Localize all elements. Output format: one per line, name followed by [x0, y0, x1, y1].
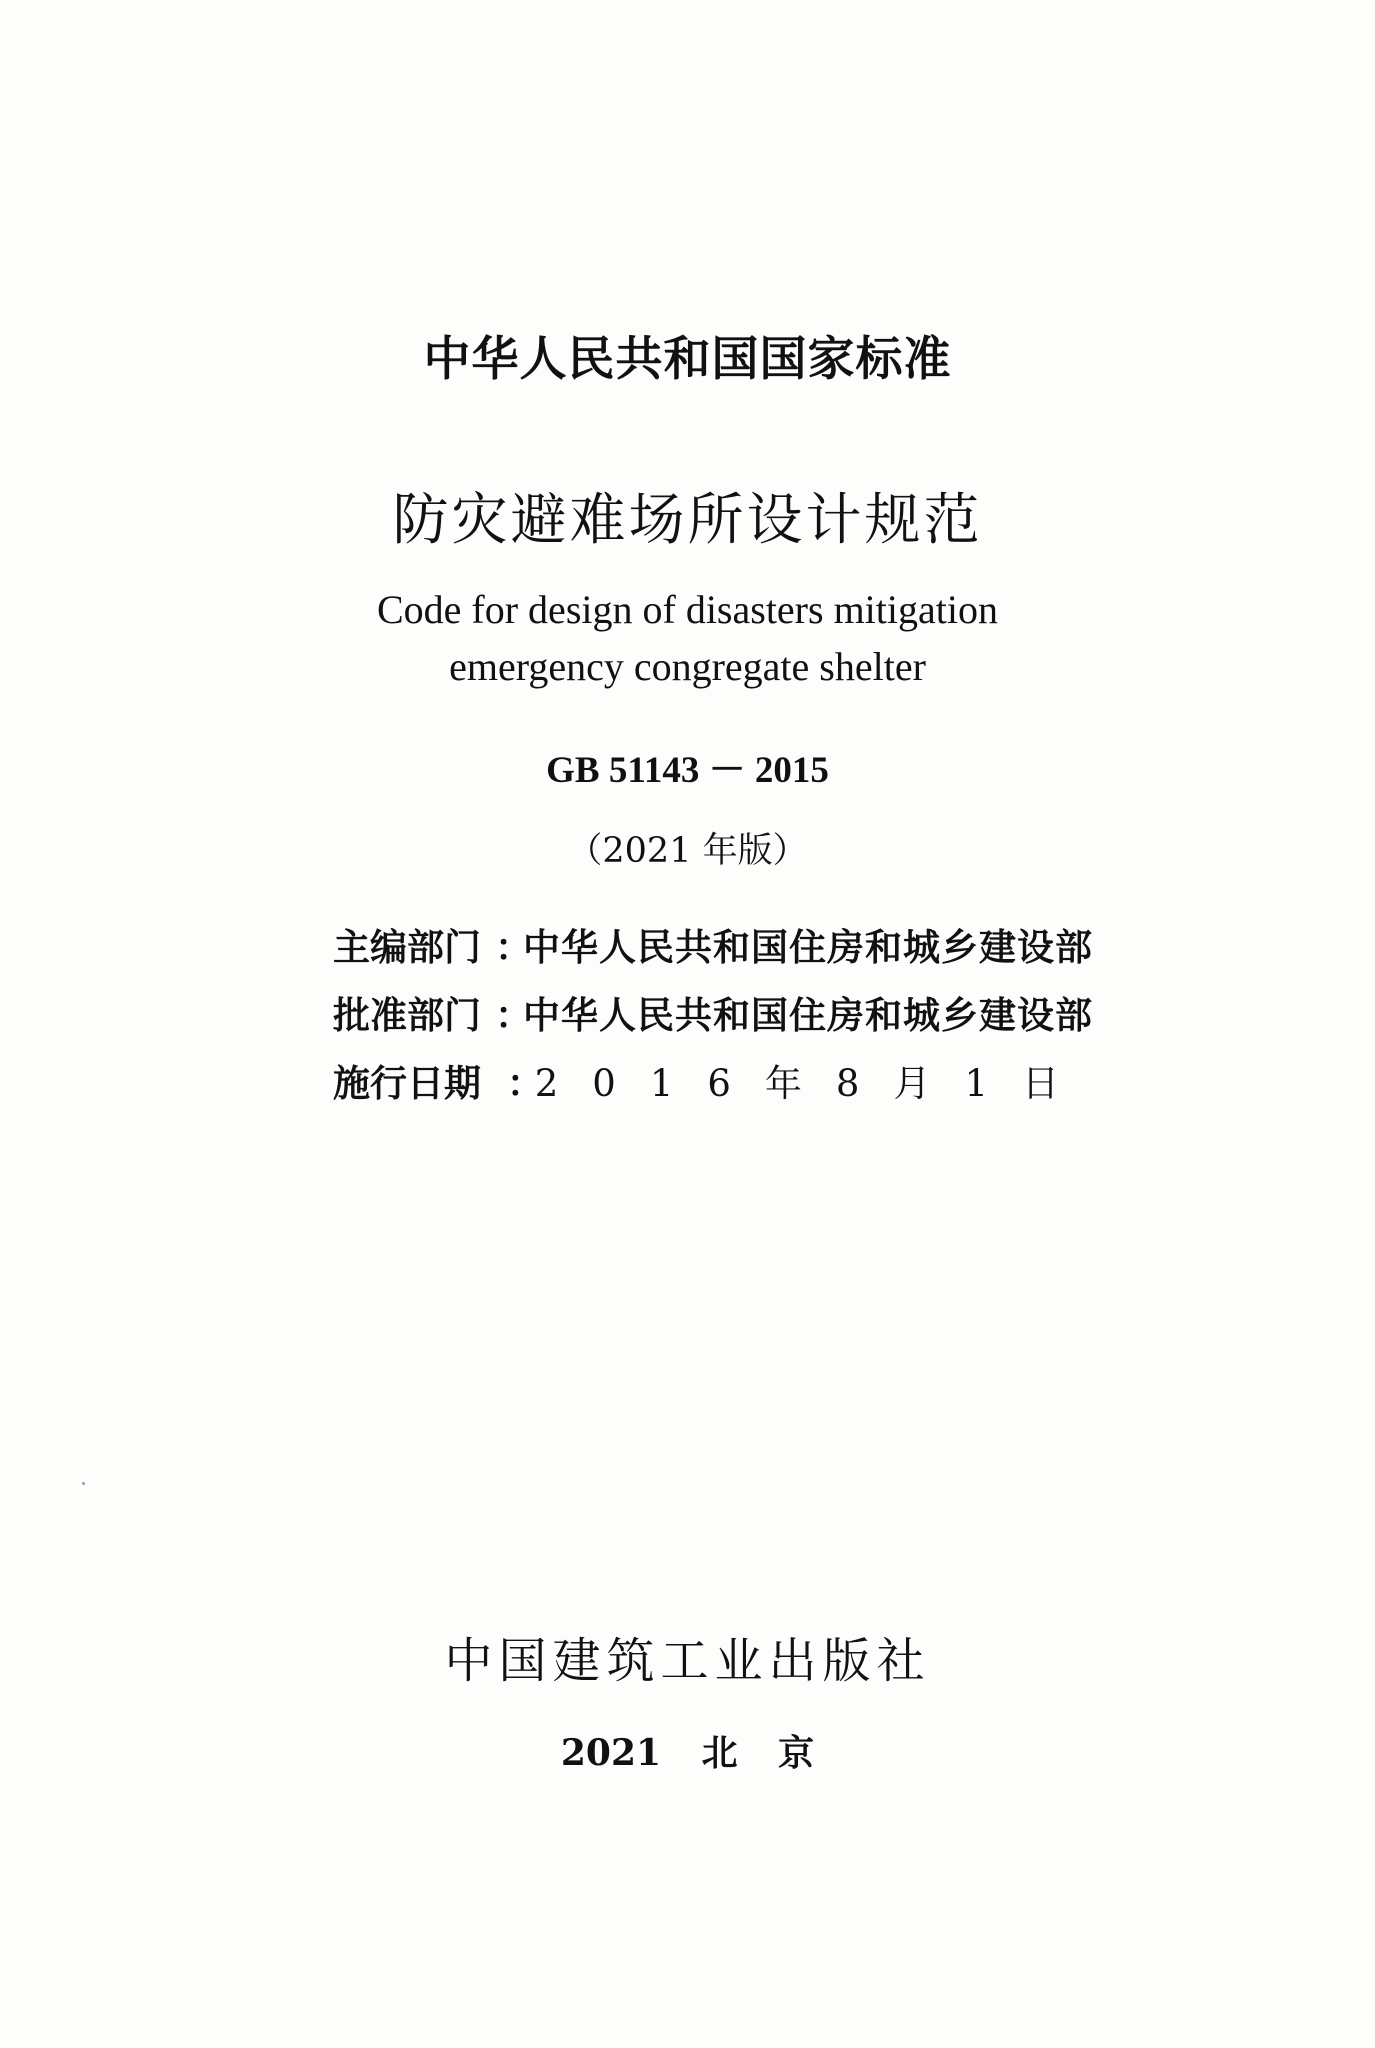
edition: （2021 年版） — [567, 831, 808, 871]
info-colon: ： — [495, 994, 532, 1037]
info-colon: ： — [495, 926, 532, 969]
title-chinese: 防灾避难场所设计规范 — [392, 488, 983, 553]
info-label: 主编部门 — [333, 926, 481, 969]
publisher: 中国建筑工业出版社 — [444, 1633, 931, 1689]
info-value: 2016年8月1日 — [534, 1062, 1093, 1105]
info-label: 批准部门 — [333, 994, 481, 1037]
info-label: 施行日期 — [333, 1062, 481, 1105]
info-colon: ： — [506, 1062, 544, 1105]
info-row-effective-date — [333, 1046, 1093, 1114]
publication-place: 2021 北 京 — [560, 1732, 815, 1774]
title-english-line-1: Code for design of disasters mitigation — [376, 587, 998, 632]
info-row-approver — [333, 978, 1093, 1046]
info-row-chief-editor — [333, 910, 1093, 978]
scan-speck — [82, 1482, 85, 1485]
standard-heading: 中华人民共和国国家标准 — [423, 332, 952, 387]
title-english-line-2: emergency congregate shelter — [449, 644, 926, 689]
info-block — [333, 910, 1093, 1114]
info-value: 中华人民共和国住房和城乡建设部 — [523, 994, 1093, 1037]
standard-number: GB 51143 － 2015 — [546, 750, 829, 791]
info-value: 中华人民共和国住房和城乡建设部 — [523, 926, 1093, 969]
